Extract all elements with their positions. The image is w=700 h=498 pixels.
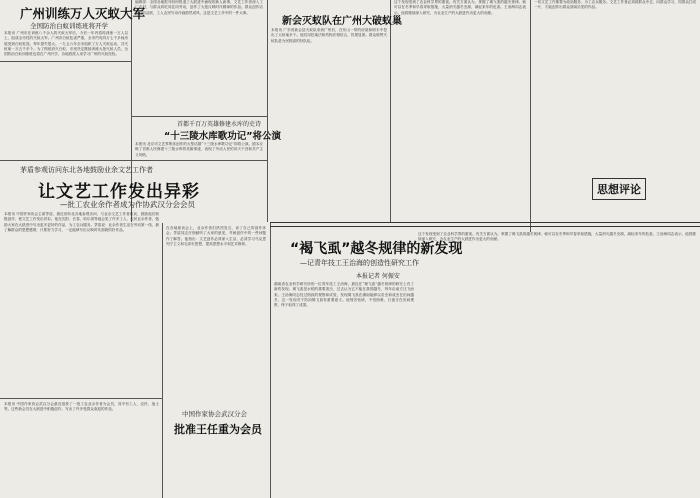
maodun-body: 本报讯 中国作家协会主席茅盾，最近到东北各地参观访问，与业余文艺工作者座谈，鼓励他们积极创作，使文艺工作发出异彩。他在沈阳、长春、哈尔滨等地会见了许多工人、农民业余作者，勉励大家在大跃进中写出更多更好的作品，为工农兵服务。茅盾说：业余作者生活在劳动第一线，最了解群众的思想感情，只要努力学习，一定能够写出反映时代面貌的好作品。 [4,212,159,232]
section-rule [0,398,162,399]
column-body: 一切文艺工作都要为政治服务，为工农兵服务。文艺工作者必须到群众中去，向群众学习，同群众打成一片，才能创作出群众喜闻乐见的作品。 [534,0,696,10]
maodun-subheadline: —批工农业余作者成为作协武汉分会会员 [60,200,195,209]
section-rule [0,160,267,161]
column-rule [390,0,391,222]
nest-body-continued: 这个发现受到了农业科学界的重视。有关方面认为，掌握了褐飞虱的越冬规律，就可以在冬季和早春采取措施，大量消灭越冬虫源，减轻来年的危害。王治海同志表示，他将继续深入研究，为农业生产的大跃进作出更大的贡献。 [394,0,526,15]
column-rule [162,223,163,498]
maodun-body-continued: 在各地座谈会上，业余作者们热烈发言，谈了自己的创作体会。茅盾同志仔细倾听了大家的意见，并就创作中的一些问题作了解答。他指出：文艺创作必须深入生活，必须学习马克思列宁主义和毛泽东思想，提高思想水平和艺术修养。 [166,226,266,246]
wuhan-body: 本报讯 中国作家协会武汉分会最近批准了一批工农业余作者为会员，其中有工人、农民、战士等。这些新会员在大跃进中积极创作，写出了许多受群众欢迎的作品。 [4,402,159,412]
tomb-body: 本报讯 北京市文艺界集体创作的大型话剧“十三陵水库歌功记”即将公演。剧本反映了首都人民修建十三陵水库的英雄事迹，表现了劳动人民的冲天干劲和共产主义风格。 [135,142,263,157]
wuhan-headline: 批准王任重为会员 [174,423,262,436]
section-rule [270,222,700,227]
termite-headline: 广州训练万人灭蚁大军 [20,6,146,21]
tomb-kicker: 首都千百万英雄修建水库的史诗 [177,121,262,128]
maodun-headline: 让文艺工作发出异彩 [38,182,200,202]
maodun-caption: 茅盾参观访问东北各地鼓励业余文艺工作者 [20,166,153,174]
research-body-continued: 这个发现受到了农业科学界的重视。有关方面认为，掌握了褐飞虱的越冬规律，就可以在冬季和早春采取措施，大量消灭越冬虫源，减轻来年的危害。王治海同志表示，他将继续深入研究，为农业生产的大跃进作出更大的贡献。 [418,232,696,242]
research-subheadline: —记青年技工王治海的创造性研究工作 [300,259,419,267]
research-headline: “褐飞虱”越冬规律的新发现 [290,241,463,257]
section-rule [131,116,267,117]
research-body: 湖南省农业科学研究所的一位青年技工王治海，最近在“褐飞虱”越冬规律的研究上有了新的发现。褐飞虱是水稻的重要害虫，过去认为它不能在我国越冬，每年由南方迁飞而来。王治海同志经过细致的观察和试验，发现褐飞虱在湖南能够以若虫和成虫在田间越冬，这一发现对于防治褐飞虱有重要意义。他刻苦钻研，不怕困难，日夜守在田间观察，终于取得了成果。 [274,282,414,308]
column-rule [267,0,268,222]
research-byline: 本报记者 何振安 [356,273,400,280]
tomb-headline: “十三陵水库歌功记”将公演 [164,131,281,142]
termite-body: 本报讯 广州市在训练八千余人的灭蚁大军后，今后一年内将再训练一万人以上，组成全市性的灭蚁大军。广州市白蚁危害严重，全市约有四万七千多间房屋受到白蚁蛀蚀，每年损失很大。一九五六年全市组织了万人灭蚁运动，共灭蚁巢一万五千多个。为了彻底消灭白蚁，市里决定继续训练大批灭蚁人员，全国防治白蚁训练班也将在广州开学，各地将派人来学习广州的灭蚁经验。 [4,31,128,57]
nest-body: 本报讯 广东省新会县灭蚁队来到广州后，在东山一带的房屋和树木中挖出了大蚁巢多个。他们用挖巢法和药物法相结合，效果显著。群众称赞灭蚁队是为民除害的好队伍。 [271,28,387,43]
column-rule [530,0,531,232]
nest-headline: 新会灭蚁队在广州大破蚁巢 [282,16,402,27]
wuhan-caption: 中国作家协会武汉分会 [182,410,247,418]
side-body: 编辑部：全国各地报刊纷纷报道了大跃进中涌现的新人新事，文艺工作者深入工厂农村，与群众同吃同住同劳动，创作了大批反映时代精神的作品。群众创作活动空前活跃，工人农民写诗作画蔚然成风，这是文艺工作中的一件大事。 [135,0,263,15]
termite-subheadline: 全国防治白蚁训练班将开学 [30,22,108,30]
column-logo: 思想评论 [592,178,646,200]
column-rule [270,223,271,498]
